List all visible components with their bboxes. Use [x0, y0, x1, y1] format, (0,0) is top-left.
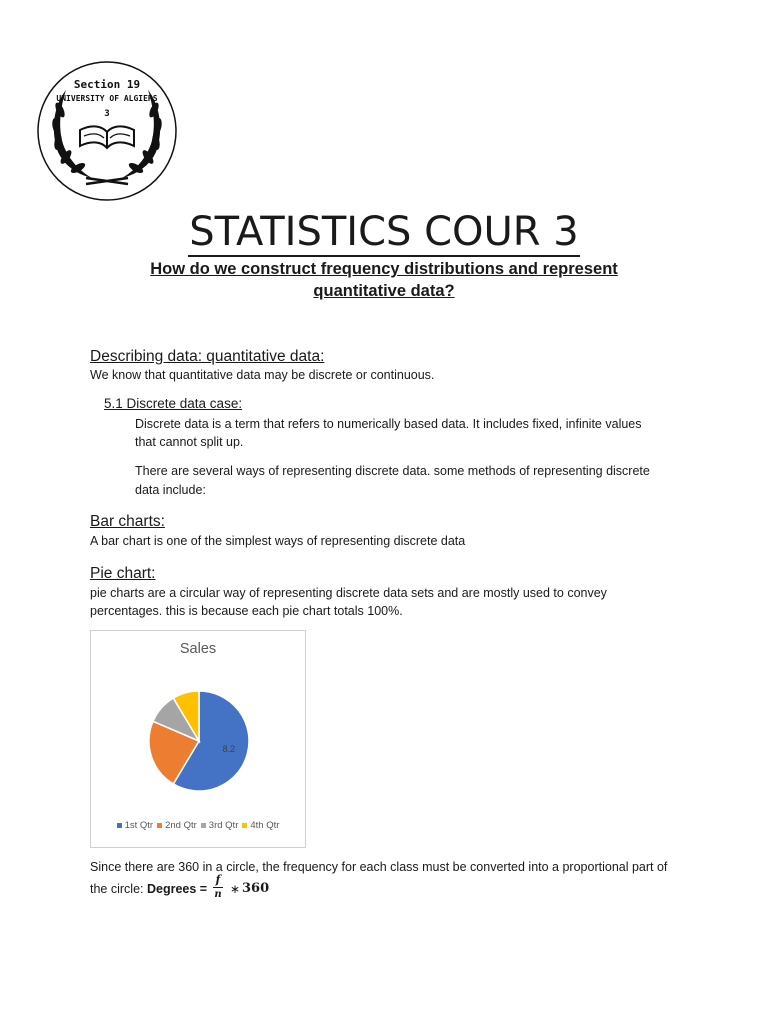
fraction-numerator: f — [215, 873, 221, 886]
legend-label-2: 2nd Qtr — [165, 820, 197, 831]
describing-text: We know that quantitative data may be discrete or continuous. — [90, 368, 435, 382]
heading-describing-data: Describing data: quantitative data: — [90, 348, 325, 365]
legend-item-4 — [242, 820, 279, 831]
discrete-paragraph-1-line-2: that cannot split up. — [135, 435, 244, 449]
page-title: STATISTICS COUR 3 — [189, 209, 579, 255]
legend-item-1 — [117, 820, 154, 831]
pie-plot-area — [91, 631, 305, 816]
heading-pie-chart: Pie chart: — [90, 565, 156, 582]
discrete-paragraph-1-line-1: Discrete data is a term that refers to numerically based data. It includes fixed, infinite values — [135, 417, 642, 431]
discrete-paragraph-2-line-1: There are several ways of representing discrete data. some methods of representing discrete — [135, 464, 650, 478]
multiply-sign: ∗ — [230, 882, 241, 896]
pie-data-label-1: 8.2 — [222, 744, 236, 755]
chart-legend — [91, 820, 305, 831]
circle-text: Since there are 360 in a circle, the frequency for each class must be converted into a proportional part of — [90, 860, 668, 874]
degrees-formula — [90, 872, 490, 912]
legend-label-1: 1st Qtr — [124, 820, 154, 831]
heading-bar-charts: Bar charts: — [90, 513, 165, 530]
degrees-label: Degrees = — [146, 882, 208, 896]
legend-swatch-2 — [157, 823, 162, 828]
university-seal-logo — [36, 60, 178, 202]
legend-swatch-4 — [242, 823, 247, 828]
seal-line3: 3 — [104, 109, 110, 119]
legend-item-3 — [201, 820, 239, 831]
seal-line2: UNIVERSITY OF ALGIERS — [56, 94, 158, 103]
legend-swatch-1 — [117, 823, 122, 828]
legend-item-2 — [157, 820, 197, 831]
seal-line1: Section 19 — [73, 78, 141, 91]
heading-discrete-data: 5.1 Discrete data case: — [104, 396, 243, 411]
legend-swatch-3 — [201, 823, 206, 828]
chart-title: Sales — [179, 641, 217, 657]
page-subtitle: How do we construct frequency distributions and represent quantitative data? — [150, 260, 618, 300]
bar-charts-text: A bar chart is one of the simplest ways of representing discrete data — [90, 534, 466, 548]
constant-360: 360 — [242, 881, 270, 896]
legend-label-3: 3rd Qtr — [208, 820, 239, 831]
legend-label-4: 4th Qtr — [250, 820, 280, 831]
sales-pie-chart — [90, 630, 306, 848]
fraction-f-over-n — [213, 874, 223, 901]
pie-chart-text-line-1: pie charts are a circular way of representing discrete data sets and are mostly used to convey — [90, 586, 607, 600]
discrete-paragraph-2-line-2: data include: — [135, 483, 206, 497]
circle-prefix: the circle: — [90, 882, 147, 896]
pie-chart-text-line-2: percentages. this is because each pie chart totals 100%. — [90, 604, 403, 618]
fraction-denominator: n — [214, 889, 222, 900]
